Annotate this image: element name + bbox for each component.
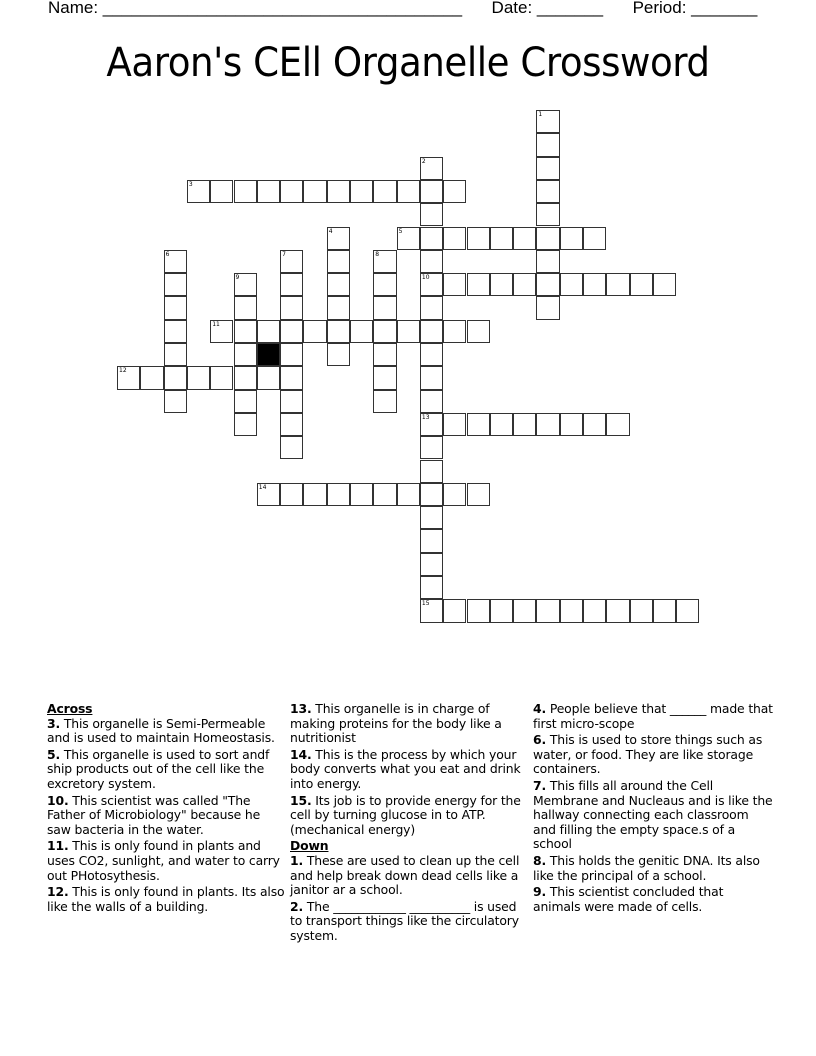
grid-cell[interactable] — [560, 273, 583, 296]
grid-cell[interactable] — [560, 227, 583, 250]
grid-cell[interactable] — [560, 599, 583, 622]
grid-cell[interactable] — [373, 320, 396, 343]
grid-cell[interactable] — [630, 273, 653, 296]
clue-across-11 — [47, 839, 287, 883]
grid-cell[interactable] — [443, 320, 466, 343]
grid-cell[interactable] — [420, 390, 443, 413]
clue-text: The ____________ __________ is used to transport things like the circulatory system. — [290, 898, 519, 943]
grid-cell[interactable] — [467, 273, 490, 296]
clue-across-12 — [47, 885, 287, 914]
clue-across-13 — [290, 702, 530, 746]
grid-cell[interactable] — [280, 483, 303, 506]
grid-cell[interactable] — [187, 180, 210, 203]
clue-text: This is only found in plants and uses CO2, sunlight, and water to carry out PHotosythesis. — [47, 838, 280, 883]
grid-cell[interactable] — [257, 180, 280, 203]
clue-down-9 — [533, 885, 773, 914]
grid-cell[interactable] — [676, 599, 699, 622]
grid-cell[interactable] — [373, 390, 396, 413]
clue-number: 15. — [290, 792, 312, 808]
grid-cell[interactable] — [536, 413, 559, 436]
grid-cell[interactable] — [653, 599, 676, 622]
grid-cell[interactable] — [117, 366, 140, 389]
grid-cell[interactable] — [420, 227, 443, 250]
clue-across-5 — [47, 748, 287, 792]
clue-number: 8. — [533, 852, 547, 868]
grid-cell[interactable] — [234, 366, 257, 389]
grid-cell[interactable] — [443, 273, 466, 296]
grid-cell[interactable] — [536, 110, 559, 133]
cell-number: 2 — [421, 157, 426, 165]
grid-cell[interactable] — [234, 413, 257, 436]
grid-cell[interactable] — [420, 273, 443, 296]
across-heading: Across — [47, 701, 93, 716]
grid-cell[interactable] — [420, 296, 443, 319]
grid-cell[interactable] — [420, 203, 443, 226]
clue-text: This is used to store things such as water, or food. They are like storage containers. — [533, 732, 763, 777]
grid-cell[interactable] — [583, 273, 606, 296]
cell-number: 11 — [212, 320, 220, 328]
cell-number: 10 — [421, 274, 430, 282]
grid-cell[interactable] — [373, 483, 396, 506]
clue-down-4 — [533, 702, 773, 731]
grid-cell[interactable] — [536, 250, 559, 273]
grid-cell[interactable] — [420, 576, 443, 599]
grid-cell[interactable] — [606, 413, 629, 436]
grid-cell[interactable] — [397, 320, 420, 343]
grid-cell[interactable] — [536, 227, 559, 250]
clue-text: People believe that ______ made that first micro-scope — [533, 701, 773, 731]
clue-number: 7. — [533, 777, 547, 793]
grid-cell[interactable] — [280, 343, 303, 366]
cell-number: 12 — [119, 367, 127, 375]
grid-cell[interactable] — [373, 366, 396, 389]
down-heading: Down — [290, 838, 329, 854]
grid-cell[interactable] — [234, 390, 257, 413]
grid-cell[interactable] — [303, 483, 326, 506]
grid-cell[interactable] — [420, 460, 443, 483]
grid-cell[interactable] — [467, 227, 490, 250]
grid-cell[interactable] — [606, 599, 629, 622]
grid-cell[interactable] — [513, 599, 536, 622]
grid-cell[interactable] — [350, 483, 373, 506]
clue-number: 9. — [533, 884, 547, 900]
clue-across-3 — [47, 717, 287, 746]
grid-cell[interactable] — [257, 366, 280, 389]
grid-cell[interactable] — [234, 296, 257, 319]
grid-cell[interactable] — [397, 227, 420, 250]
grid-cell[interactable] — [513, 413, 536, 436]
black-cell — [257, 343, 280, 366]
grid-cell[interactable] — [350, 320, 373, 343]
page-title: Aaron's CEll Organelle Crossword — [106, 40, 710, 86]
grid-cell[interactable] — [467, 320, 490, 343]
grid-cell[interactable] — [234, 273, 257, 296]
grid-cell[interactable] — [164, 343, 187, 366]
grid-cell[interactable] — [210, 180, 233, 203]
grid-cell[interactable] — [490, 273, 513, 296]
grid-cell[interactable] — [327, 250, 350, 273]
grid-cell[interactable] — [490, 599, 513, 622]
clue-number: 14. — [290, 746, 312, 762]
cell-number: 9 — [235, 274, 240, 282]
grid-cell[interactable] — [420, 250, 443, 273]
grid-cell[interactable] — [234, 320, 257, 343]
grid-cell[interactable] — [280, 250, 303, 273]
grid-cell[interactable] — [583, 599, 606, 622]
cell-number: 15 — [421, 600, 430, 608]
grid-cell[interactable] — [420, 599, 443, 622]
grid-cell[interactable] — [536, 599, 559, 622]
clue-text: This is the process by which your body converts what you eat and drink into energy. — [290, 746, 521, 791]
student-info-header — [48, 0, 757, 18]
grid-cell[interactable] — [280, 366, 303, 389]
grid-cell[interactable] — [536, 296, 559, 319]
grid-cell[interactable] — [373, 250, 396, 273]
grid-cell[interactable] — [420, 483, 443, 506]
cell-number: 14 — [258, 483, 267, 491]
grid-cell[interactable] — [490, 413, 513, 436]
grid-cell[interactable] — [327, 296, 350, 319]
clue-number: 2. — [290, 898, 304, 914]
grid-cell[interactable] — [257, 320, 280, 343]
clue-text: These are used to clean up the cell and help break down dead cells like a janitor ar a school. — [290, 852, 520, 898]
grid-cell[interactable] — [420, 180, 443, 203]
grid-cell[interactable] — [397, 483, 420, 506]
clue-text: This scientist concluded that animals were made of cells. — [533, 884, 724, 914]
grid-cell[interactable] — [536, 273, 559, 296]
grid-cell[interactable] — [210, 320, 233, 343]
clue-number: 1. — [290, 852, 304, 868]
grid-cell[interactable] — [187, 366, 210, 389]
grid-cell[interactable] — [420, 320, 443, 343]
cell-number: 13 — [421, 413, 430, 421]
grid-cell[interactable] — [443, 413, 466, 436]
cell-number: 3 — [188, 180, 193, 188]
clue-number: 6. — [533, 732, 547, 748]
grid-cell[interactable] — [560, 413, 583, 436]
cell-number: 6 — [165, 250, 170, 258]
grid-cell[interactable] — [164, 390, 187, 413]
grid-cell[interactable] — [443, 483, 466, 506]
grid-cell[interactable] — [420, 413, 443, 436]
cell-number: 7 — [282, 250, 286, 258]
grid-cell[interactable] — [373, 343, 396, 366]
clue-text: This organelle is in charge of making proteins for the body like a nutritionist — [290, 701, 502, 746]
cell-number: 1 — [538, 111, 543, 118]
grid-cell[interactable] — [280, 320, 303, 343]
grid-cell[interactable] — [583, 413, 606, 436]
grid-cell[interactable] — [280, 180, 303, 203]
clue-number: 10. — [47, 792, 69, 808]
grid-cell[interactable] — [467, 483, 490, 506]
grid-cell[interactable] — [280, 296, 303, 319]
grid-cell[interactable] — [303, 320, 326, 343]
grid-cell[interactable] — [234, 180, 257, 203]
grid-cell[interactable] — [420, 343, 443, 366]
clue-text: This is only found in plants. Its also like the walls of a building. — [47, 884, 285, 914]
grid-cell[interactable] — [443, 180, 466, 203]
clue-down-2 — [290, 900, 530, 944]
grid-cell[interactable] — [583, 227, 606, 250]
grid-cell[interactable] — [373, 273, 396, 296]
grid-cell[interactable] — [630, 599, 653, 622]
grid-cell[interactable] — [327, 180, 350, 203]
cell-number: 4 — [328, 227, 333, 235]
grid-cell[interactable] — [420, 436, 443, 459]
grid-cell[interactable] — [420, 506, 443, 529]
grid-cell[interactable] — [467, 599, 490, 622]
clue-number: 13. — [290, 701, 312, 716]
clue-number: 4. — [533, 701, 547, 716]
grid-cell[interactable] — [420, 553, 443, 576]
grid-cell[interactable] — [164, 250, 187, 273]
clue-text: Its job is to provide energy for the cell by turning glucose in to ATP. (mechanical energy) — [290, 792, 521, 837]
clues-column-1 — [47, 702, 287, 916]
grid-cell[interactable] — [373, 296, 396, 319]
grid-cell[interactable] — [443, 227, 466, 250]
grid-cell[interactable] — [536, 157, 559, 180]
grid-cell[interactable] — [373, 180, 396, 203]
clue-across-15 — [290, 794, 530, 838]
grid-cell[interactable] — [327, 320, 350, 343]
grid-cell[interactable] — [490, 227, 513, 250]
cell-number: 5 — [398, 227, 403, 235]
grid-cell[interactable] — [164, 296, 187, 319]
grid-cell[interactable] — [257, 483, 280, 506]
grid-cell[interactable] — [164, 273, 187, 296]
period-field[interactable]: Period: _______ — [632, 0, 758, 17]
clues-column-2 — [290, 702, 530, 946]
clue-text: This organelle is Semi-Permeable and is used to maintain Homeostasis. — [47, 715, 275, 746]
grid-cell[interactable] — [327, 227, 350, 250]
clue-across-14 — [290, 748, 530, 792]
clue-down-6 — [533, 733, 773, 777]
clues-column-3 — [533, 702, 773, 916]
grid-cell[interactable] — [513, 227, 536, 250]
grid-cell[interactable] — [280, 436, 303, 459]
grid-cell[interactable] — [536, 133, 559, 156]
clue-number: 11. — [47, 838, 69, 854]
clue-text: This fills all around the Cell Membrane and Nucleaus and is like the hallway connecting each classroom and filling the empty space.s of a school — [533, 777, 773, 852]
grid-cell[interactable] — [536, 203, 559, 226]
clue-text: This organelle is used to sort andf ship products out of the cell like the excretory system. — [47, 746, 270, 791]
grid-cell[interactable] — [210, 366, 233, 389]
clue-down-8 — [533, 854, 773, 883]
clue-number: 12. — [47, 884, 69, 900]
grid-cell[interactable] — [280, 413, 303, 436]
grid-cell[interactable] — [303, 180, 326, 203]
grid-cell[interactable] — [280, 390, 303, 413]
grid-cell[interactable] — [420, 157, 443, 180]
grid-cell[interactable] — [327, 483, 350, 506]
clue-text: This holds the genitic DNA. Its also like the principal of a school. — [533, 852, 760, 883]
clue-down-1 — [290, 854, 530, 898]
grid-cell[interactable] — [536, 180, 559, 203]
clue-number: 3. — [47, 715, 61, 731]
grid-cell[interactable] — [606, 273, 629, 296]
grid-cell[interactable] — [397, 180, 420, 203]
grid-cell[interactable] — [513, 273, 536, 296]
clue-down-7 — [533, 779, 773, 852]
clue-text: This scientist was called "The Father of Microbiology" because he saw bacteria in the water. — [47, 792, 261, 837]
grid-cell[interactable] — [467, 413, 490, 436]
grid-cell[interactable] — [327, 273, 350, 296]
grid-cell[interactable] — [350, 180, 373, 203]
clue-across-10 — [47, 794, 287, 838]
grid-cell[interactable] — [280, 273, 303, 296]
grid-cell[interactable] — [443, 599, 466, 622]
date-field[interactable]: Date: _______ — [491, 0, 604, 17]
name-field[interactable]: Name: ______________________________________ — [48, 0, 463, 17]
grid-cell[interactable] — [234, 343, 257, 366]
grid-cell[interactable] — [653, 273, 676, 296]
grid-cell[interactable] — [420, 529, 443, 552]
grid-cell[interactable] — [164, 366, 187, 389]
grid-cell[interactable] — [327, 343, 350, 366]
clue-number: 5. — [47, 746, 61, 762]
grid-cell[interactable] — [140, 366, 163, 389]
grid-cell[interactable] — [420, 366, 443, 389]
cell-number: 8 — [375, 250, 380, 258]
grid-cell[interactable] — [164, 320, 187, 343]
